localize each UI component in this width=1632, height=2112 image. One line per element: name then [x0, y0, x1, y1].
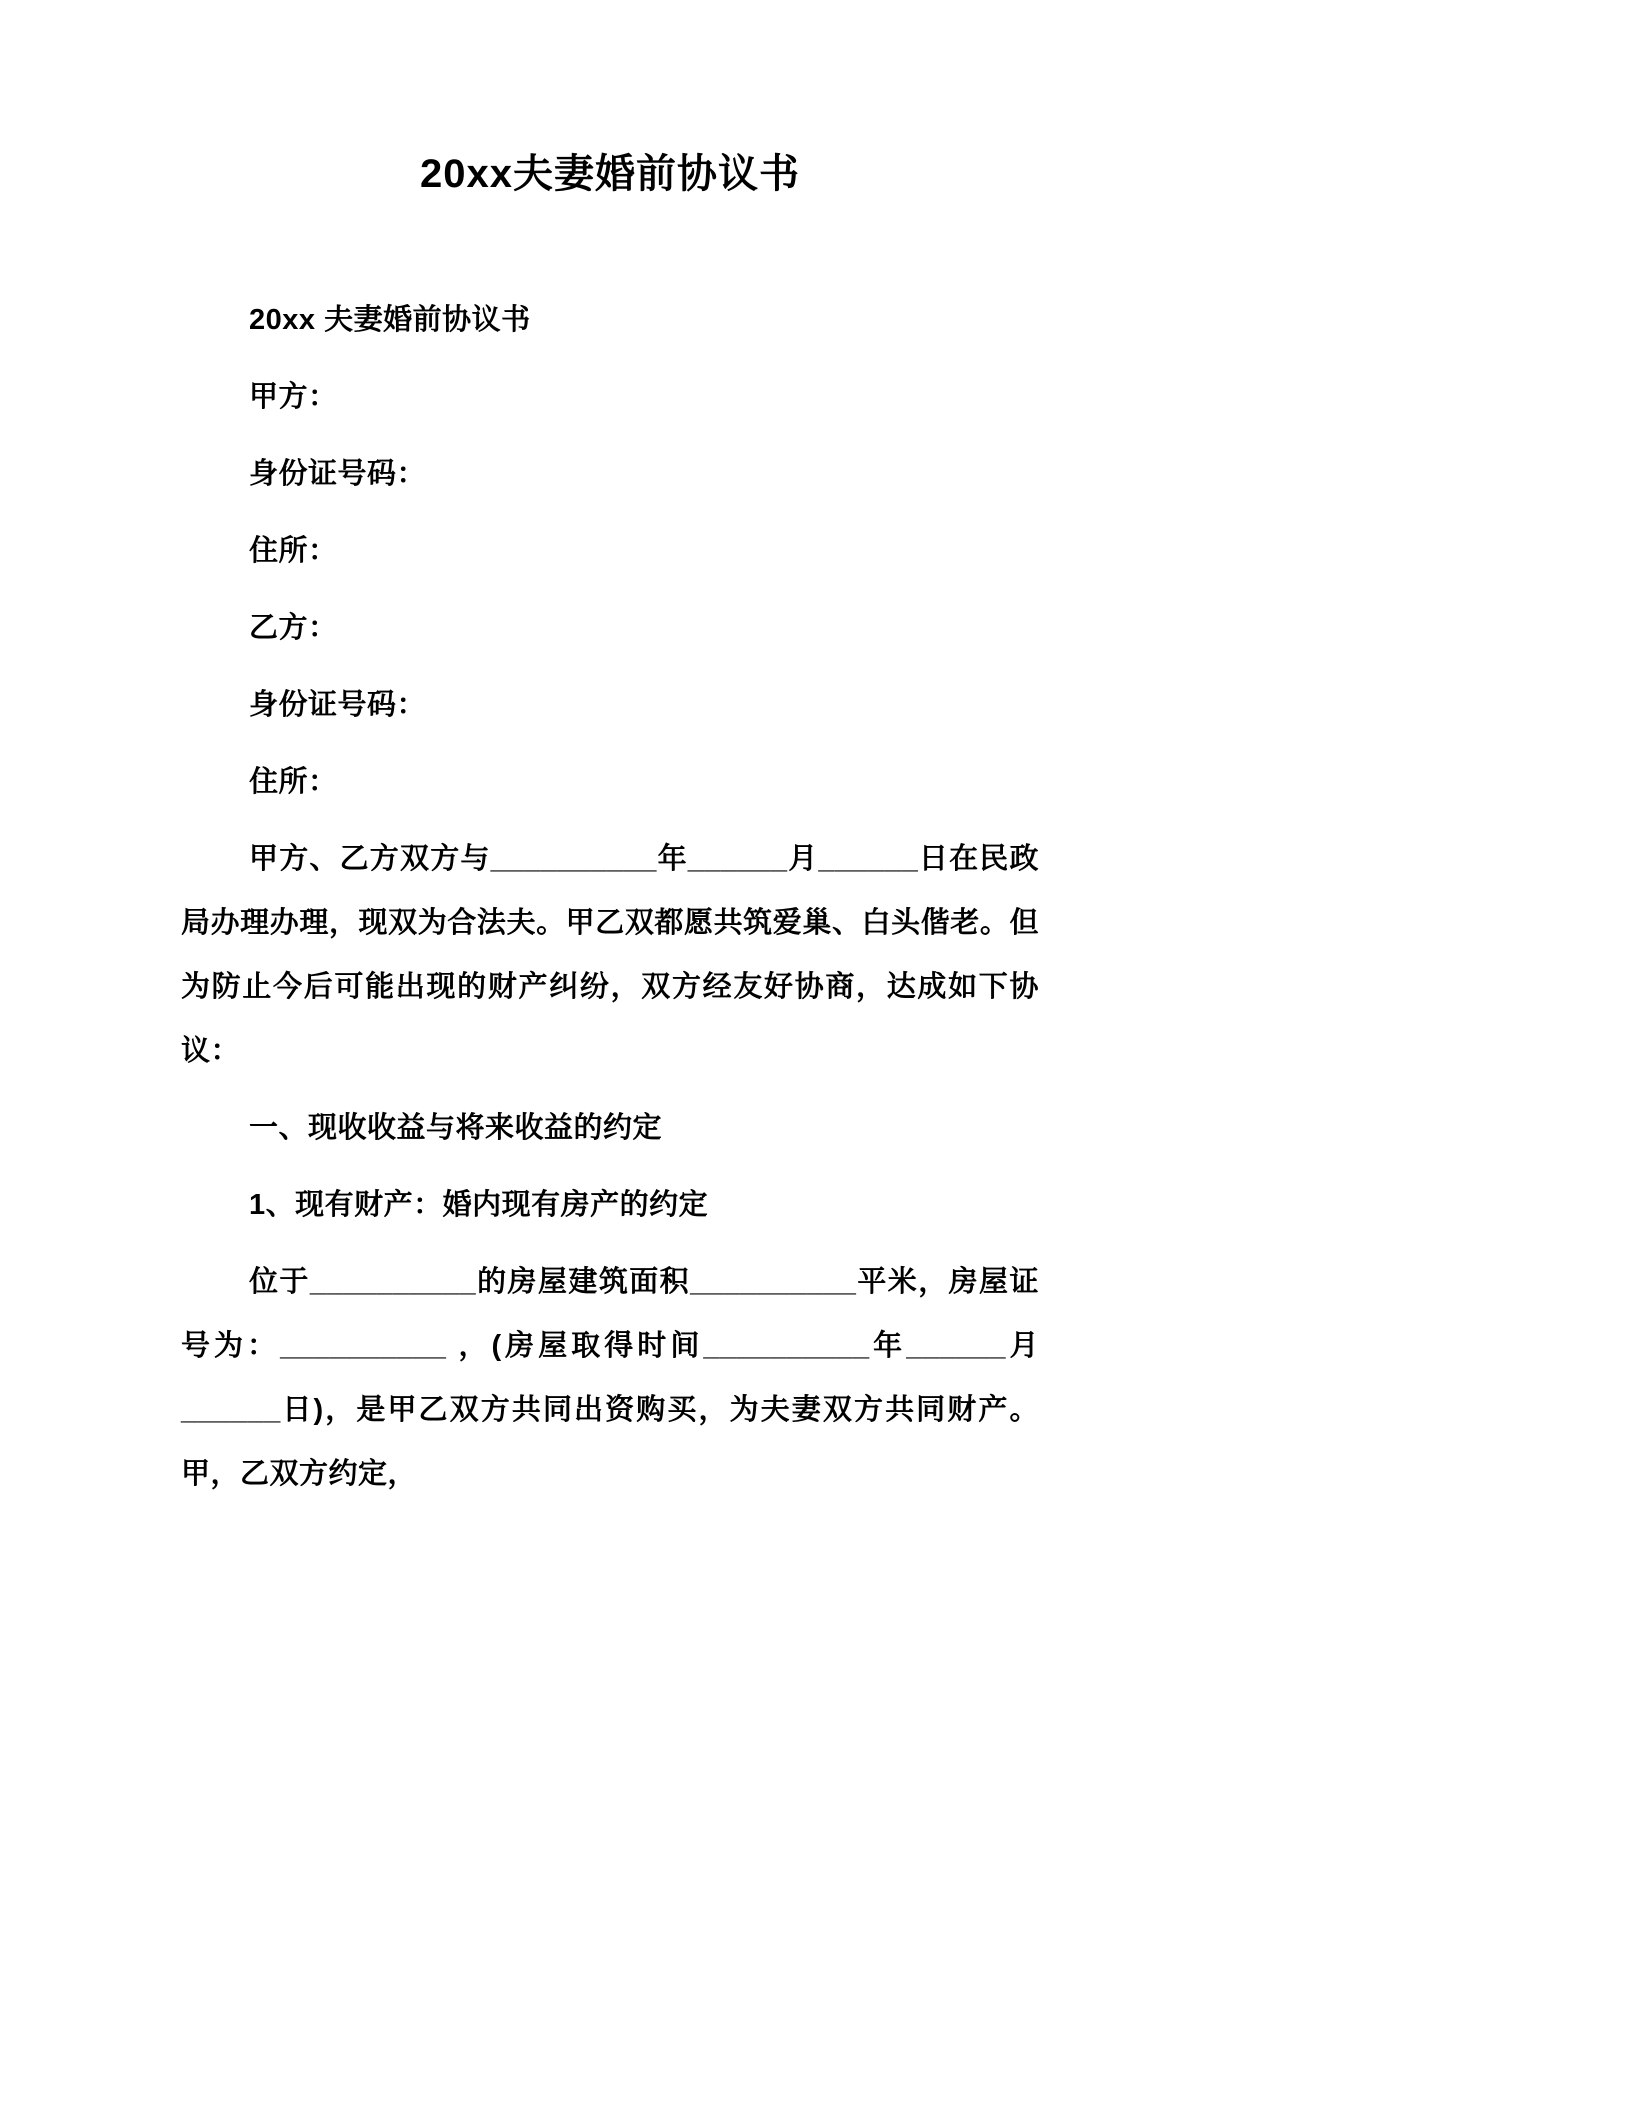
paragraph-subtitle: 20xx 夫妻婚前协议书 [249, 304, 531, 336]
paragraph-party-a-label: 甲方： [249, 381, 338, 413]
document-content [181, 150, 1039, 1506]
paragraph-marriage-statement: 甲方、乙方双方与__________年______月______日在民政局办理办理，现双为合法夫。甲乙双都愿共筑爱巢、白头偕老。但为防止今后可能出现的财产纠纷，双方经友好协商，达成如下协议： [181, 843, 1039, 1067]
paragraph-clause-1-heading: 1、现有财产：婚内现有房产的约定 [249, 1189, 709, 1221]
paragraph-party-b-address: 住所： [249, 766, 338, 798]
document-title: 20xx夫妻婚前协议书 [420, 152, 800, 196]
paragraph-party-a-id: 身份证号码： [249, 458, 427, 490]
paragraph-party-a-address: 住所： [249, 535, 338, 567]
paragraph-party-b-label: 乙方： [249, 612, 338, 644]
paragraph-section-1-heading: 一、现收收益与将来收益的约定 [249, 1112, 663, 1144]
paragraph-property-details: 位于__________的房屋建筑面积__________平米，房屋证号为：__________ ，(房屋取得时间__________年______月______日)，是甲乙双方共同出资购买，为夫妻双方共同财产。甲，乙双方约定， [181, 1266, 1039, 1490]
paragraph-party-b-id: 身份证号码： [249, 689, 427, 721]
